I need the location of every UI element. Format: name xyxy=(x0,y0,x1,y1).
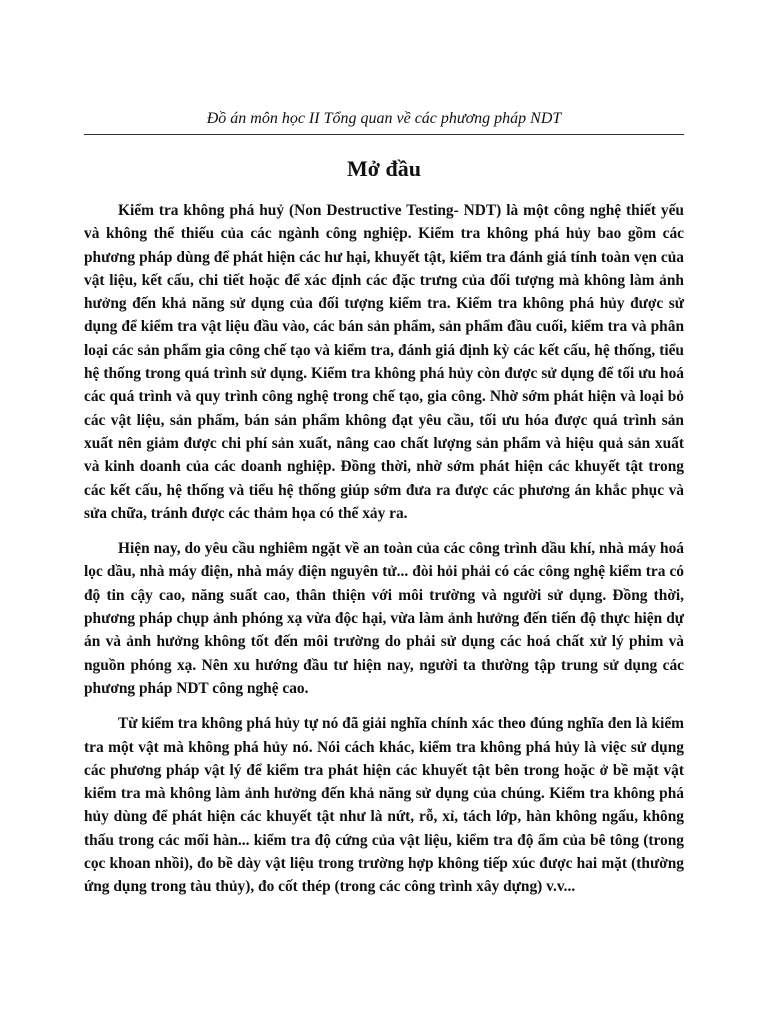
paragraph-3: Từ kiểm tra không phá hủy tự nó đã giải nghĩa chính xác theo đúng nghĩa đen là kiểm tra một vật mà không phá hủy nó. Nói cách khác, kiểm tra không phá hủy là việc sử dụng các phương pháp vật lý để kiểm tra phát hiện các khuyết tật bên trong hoặc ở bề mặt vật kiểm tra mà không làm ảnh hưởng đến khả năng sử dụng của chúng. Kiểm tra không phá hủy dùng để phát hiện các khuyết tật như là nứt, rỗ, xỉ, tách lớp, hàn không ngấu, không thấu trong các mối hàn... kiểm tra độ cứng của vật liệu, kiểm tra độ ẩm của bê tông (trong cọc khoan nhồi), đo bề dày vật liệu trong trường hợp không tiếp xúc được hai mặt (thường ứng dụng trong tàu thủy), đo cốt thép (trong các công trình xây dựng) v.v... xyxy=(84,715,684,896)
section-title: Mở đầu xyxy=(347,156,421,181)
paragraph-2: Hiện nay, do yêu cầu nghiêm ngặt về an toàn của các công trình dầu khí, nhà máy hoá lọc dầu, nhà máy điện, nhà máy điện nguyên tử... đòi hỏi phải có các công nghệ kiểm tra có độ tin cậy cao, năng suất cao, thân thiện với môi trường và người sử dụng. Đồng thời, phương pháp chụp ảnh phóng xạ vừa độc hại, vừa làm ảnh hưởng đến tiến độ thực hiện dự án và ảnh hưởng không tốt đến môi trường do phải sử dụng các hoá chất xử lý phim và nguồn phóng xạ. Nên xu hướng đầu tư hiện nay, người ta thường tập trung sử dụng các phương pháp NDT công nghệ cao. xyxy=(84,540,684,697)
body-text xyxy=(84,199,684,911)
paragraph-1: Kiểm tra không phá huỷ (Non Destructive Testing- NDT) là một công nghệ thiết yếu và không thể thiếu của các ngành công nghiệp. Kiểm tra không phá hủy bao gồm các phương pháp dùng để phát hiện các hư hại, khuyết tật, kiểm tra đánh giá tính toàn vẹn của vật liệu, kết cấu, chi tiết hoặc để xác định các đặc trưng của đối tượng mà không làm ảnh hưởng đến khả năng sử dụng của đối tượng kiểm tra. Kiểm tra không phá hủy được sử dụng để kiểm tra vật liệu đầu vào, các bán sản phẩm, sản phẩm đầu cuối, kiểm tra và phân loại các sản phẩm gia công chế tạo và kiểm tra, đánh giá định kỳ các kết cấu, hệ thống, tiểu hệ thống trong quá trình sử dụng. Kiểm tra không phá hủy còn được sử dụng để tối ưu hoá các quá trình và quy trình công nghệ trong chế tạo, gia công. Nhờ sớm phát hiện và loại bỏ các vật liệu, sản phẩm, bán sản phẩm không đạt yêu cầu, tối ưu hóa được quá trình sản xuất nên giảm được chi phí sản xuất, nâng cao chất lượng sản phẩm và hiệu quả sản xuất và kinh doanh của các doanh nghiệp. Đồng thời, nhờ sớm phát hiện các khuyết tật trong các kết cấu, hệ thống và tiểu hệ thống giúp sớm đưa ra được các phương án khắc phục và sửa chữa, tránh được các thảm họa có thể xảy ra. xyxy=(84,202,684,522)
running-header: Đồ án môn học II Tổng quan về các phương pháp NDT xyxy=(206,110,562,127)
header-divider xyxy=(84,134,684,135)
